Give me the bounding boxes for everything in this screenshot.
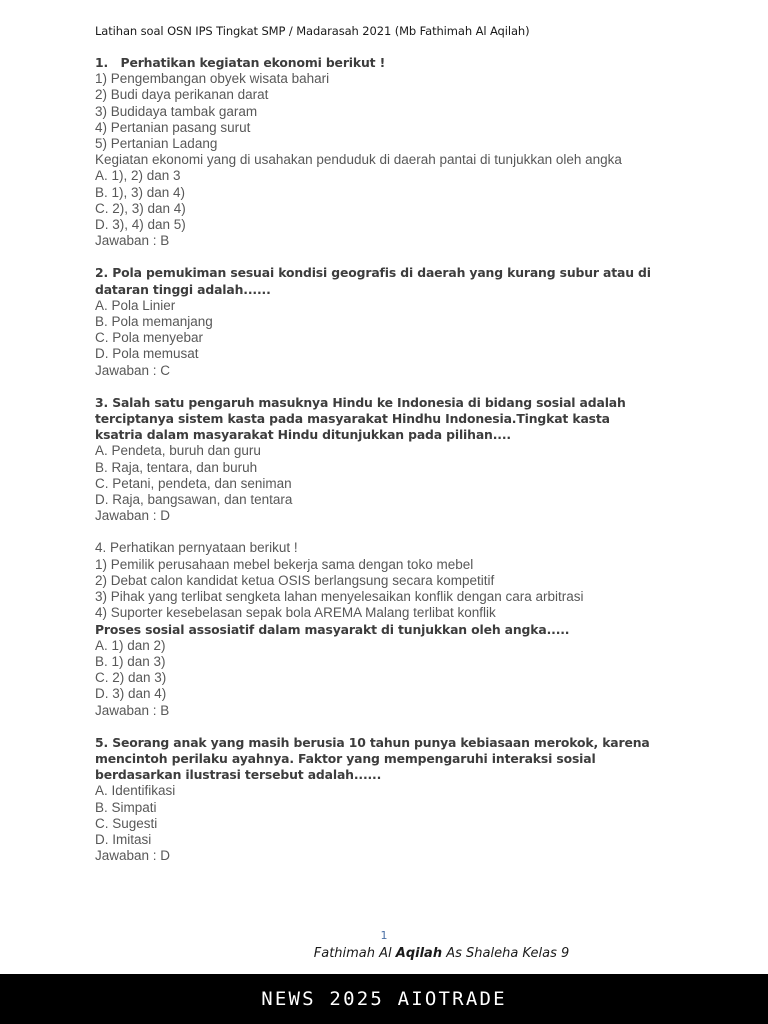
answer-option: A. Pendeta, buruh dan guru [95,443,261,459]
answer-option: C. Petani, pendeta, dan seniman [95,475,292,491]
question-stem: 2. Pola pemukiman sesuai kondisi geografis di daerah yang kurang subur atau di dataran tinggi adalah...... [95,265,656,297]
answer-option: D. 3) dan 4) [95,686,167,702]
answer-option: B. 1) dan 3) [95,653,166,669]
answer-option: C. Pola menyebar [95,330,204,346]
question-statement: 3) Budidaya tambak garam [95,103,258,119]
answer-option: D. Raja, bangsawan, dan tentara [95,492,293,508]
signature-name-bold: Aqilah [395,946,443,961]
question-statement: 4) Pertanian pasang surut [95,119,251,135]
answer-option: C. 2), 3) dan 4) [95,200,186,216]
question-statement: 2) Budi daya perikanan darat [95,87,269,103]
page-number: 1 [380,929,388,942]
question-statement: 5) Pertanian Ladang [95,136,218,152]
signature-block [0,944,768,963]
question-statement: 1) Pemilik perusahaan mebel bekerja sama dengan toko mebel [95,556,474,572]
answer-option: C. 2) dan 3) [95,670,167,686]
question-block [95,395,657,525]
question-block [95,540,657,718]
signature-suffix: As Shaleha Kelas 9 [442,946,570,961]
answer-key: Jawaban : C [95,362,171,378]
answer-key: Jawaban : D [95,848,171,864]
answer-option: D. 3), 4) dan 5) [95,217,186,233]
document-body [95,23,657,880]
signature-prefix: Fathimah Al [313,946,396,961]
answer-option: B. Simpati [95,799,157,815]
answer-option: B. Pola memanjang [95,314,213,330]
answer-option: B. Raja, tentara, dan buruh [95,459,258,475]
question-stem: 5. Seorang anak yang masih berusia 10 tahun punya kebiasaan merokok, karena mencintoh perilaku ayahnya. Faktor yang mempengaruhi interaksi sosial berdasarkan ilustrasi tersebut adalah...... [95,734,654,783]
answer-option: A. 1) dan 2) [95,637,166,653]
question-statement: 1) Pengembangan obyek wisata bahari [95,71,330,87]
question-block [95,735,657,865]
question-statement: 3) Pihak yang terlibat sengketa lahan menyelesaikan konflik dengan cara arbitrasi [95,589,584,605]
answer-option: B. 1), 3) dan 4) [95,184,186,200]
watermark-bar [0,974,768,1024]
watermark-text: NEWS 2025 AIOTRADE [261,988,507,1010]
question-stem: 1. Perhatikan kegiatan ekonomi berikut ! [95,55,386,70]
answer-key: Jawaban : D [95,508,171,524]
answer-option: A. Pola Linier [95,297,176,313]
answer-key: Jawaban : B [95,702,170,718]
question-list [95,55,657,864]
answer-option: C. Sugesti [95,815,158,831]
question-block [95,265,657,378]
answer-option: A. 1), 2) dan 3 [95,168,181,184]
question-statement: 4) Suporter kesebelasan sepak bola AREMA Malang terlibat konflik [95,605,496,621]
question-block [95,55,657,249]
answer-option: A. Identifikasi [95,783,176,799]
question-stem: 3. Salah satu pengaruh masuknya Hindu ke Indonesia di bidang sosial adalah terciptanya sistem kasta pada masyarakat Hindhu Indonesia.Tingkat kasta ksatria dalam masyarakat Hindu ditunjukkan pada pilihan.... [95,394,630,443]
question-stem: 4. Perhatikan pernyataan berikut ! [95,540,298,556]
answer-key: Jawaban : B [95,233,170,249]
document-header-line: Latihan soal OSN IPS Tingkat SMP / Madarasah 2021 (Mb Fathimah Al Aqilah) [95,24,530,38]
answer-option: D. Pola memusat [95,346,199,362]
question-statement: 2) Debat calon kandidat ketua OSIS berlangsung secara kompetitif [95,572,495,588]
question-statement: Kegiatan ekonomi yang di usahakan penduduk di daerah pantai di tunjukkan oleh angka [95,152,622,168]
question-prompt: Proses sosial assosiatif dalam masyarakt di tunjukkan oleh angka..... [95,621,570,637]
answer-option: D. Imitasi [95,831,152,847]
